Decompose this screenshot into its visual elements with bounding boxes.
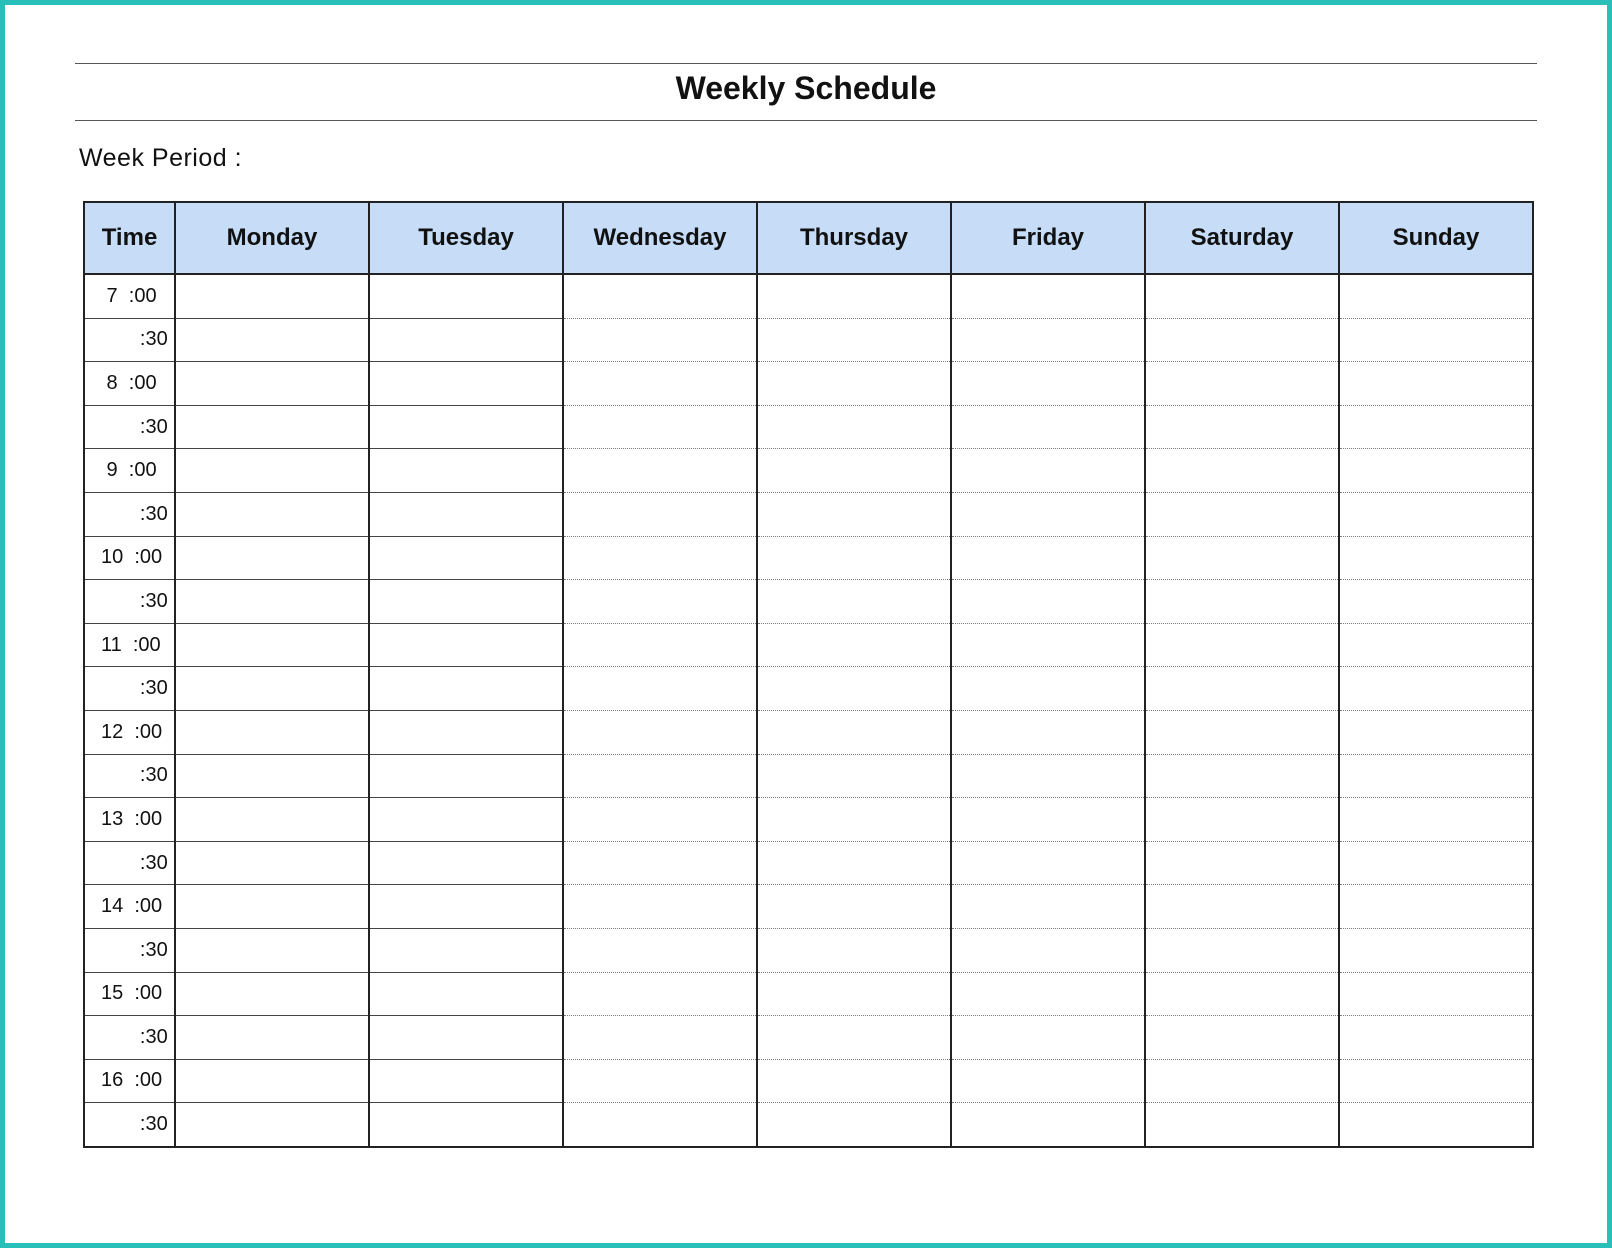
table-row (84, 754, 1533, 798)
schedule-cell-monday[interactable] (175, 1059, 369, 1103)
schedule-cell-saturday[interactable] (1145, 928, 1339, 972)
schedule-cell-friday[interactable] (951, 536, 1145, 580)
header-friday: Friday (951, 202, 1145, 274)
schedule-cell-friday[interactable] (951, 274, 1145, 318)
title-bottom-rule (75, 120, 1537, 121)
schedule-cell-wednesday[interactable] (563, 667, 757, 711)
schedule-cell-tuesday[interactable] (369, 667, 563, 711)
page-title: Weekly Schedule (675, 70, 937, 106)
schedule-cell-wednesday[interactable] (563, 318, 757, 362)
schedule-cell-wednesday[interactable] (563, 1016, 757, 1060)
schedule-cell-tuesday[interactable] (369, 274, 563, 318)
time-slot-label: 13 :00 (84, 798, 175, 842)
schedule-cell-monday[interactable] (175, 318, 369, 362)
schedule-cell-wednesday[interactable] (563, 536, 757, 580)
schedule-cell-monday[interactable] (175, 710, 369, 754)
schedule-cell-saturday[interactable] (1145, 623, 1339, 667)
time-slot-label: :30 (84, 1103, 175, 1147)
schedule-cell-monday[interactable] (175, 580, 369, 624)
schedule-cell-sunday[interactable] (1339, 667, 1533, 711)
schedule-cell-friday[interactable] (951, 1059, 1145, 1103)
schedule-cell-sunday[interactable] (1339, 1103, 1533, 1147)
schedule-cell-thursday[interactable] (757, 492, 951, 536)
time-slot-label: 10 :00 (84, 536, 175, 580)
schedule-cell-sunday[interactable] (1339, 928, 1533, 972)
schedule-cell-monday[interactable] (175, 623, 369, 667)
time-slot-label: 15 :00 (84, 972, 175, 1016)
schedule-cell-tuesday[interactable] (369, 362, 563, 406)
time-slot-label: :30 (84, 667, 175, 711)
schedule-cell-wednesday[interactable] (563, 1059, 757, 1103)
schedule-cell-wednesday[interactable] (563, 928, 757, 972)
schedule-cell-saturday[interactable] (1145, 754, 1339, 798)
table-row (84, 623, 1533, 667)
schedule-cell-thursday[interactable] (757, 710, 951, 754)
schedule-cell-sunday[interactable] (1339, 754, 1533, 798)
schedule-cell-tuesday[interactable] (369, 710, 563, 754)
schedule-cell-tuesday[interactable] (369, 580, 563, 624)
time-slot-label: :30 (84, 318, 175, 362)
schedule-cell-sunday[interactable] (1339, 885, 1533, 929)
schedule-cell-wednesday[interactable] (563, 885, 757, 929)
schedule-cell-friday[interactable] (951, 798, 1145, 842)
schedule-cell-friday[interactable] (951, 362, 1145, 406)
schedule-cell-thursday[interactable] (757, 274, 951, 318)
schedule-cell-thursday[interactable] (757, 405, 951, 449)
schedule-cell-thursday[interactable] (757, 449, 951, 493)
time-slot-label: 9 :00 (84, 449, 175, 493)
schedule-cell-wednesday[interactable] (563, 274, 757, 318)
schedule-cell-sunday[interactable] (1339, 274, 1533, 318)
schedule-cell-sunday[interactable] (1339, 1059, 1533, 1103)
schedule-cell-thursday[interactable] (757, 754, 951, 798)
time-slot-label: 14 :00 (84, 885, 175, 929)
schedule-cell-saturday[interactable] (1145, 1059, 1339, 1103)
time-slot-label: 16 :00 (84, 1059, 175, 1103)
schedule-cell-wednesday[interactable] (563, 754, 757, 798)
schedule-cell-friday[interactable] (951, 405, 1145, 449)
schedule-cell-sunday[interactable] (1339, 710, 1533, 754)
schedule-cell-sunday[interactable] (1339, 492, 1533, 536)
schedule-cell-wednesday[interactable] (563, 362, 757, 406)
schedule-cell-wednesday[interactable] (563, 798, 757, 842)
schedule-cell-tuesday[interactable] (369, 449, 563, 493)
header-monday: Monday (175, 202, 369, 274)
schedule-cell-wednesday[interactable] (563, 449, 757, 493)
schedule-body (84, 274, 1533, 1147)
schedule-cell-friday[interactable] (951, 1103, 1145, 1147)
schedule-cell-monday[interactable] (175, 1016, 369, 1060)
time-slot-label: :30 (84, 754, 175, 798)
schedule-cell-saturday[interactable] (1145, 798, 1339, 842)
schedule-cell-friday[interactable] (951, 492, 1145, 536)
schedule-cell-thursday[interactable] (757, 841, 951, 885)
schedule-cell-wednesday[interactable] (563, 405, 757, 449)
schedule-cell-tuesday[interactable] (369, 405, 563, 449)
schedule-cell-friday[interactable] (951, 449, 1145, 493)
schedule-cell-saturday[interactable] (1145, 1103, 1339, 1147)
schedule-cell-friday[interactable] (951, 623, 1145, 667)
schedule-cell-friday[interactable] (951, 710, 1145, 754)
header-wednesday: Wednesday (563, 202, 757, 274)
schedule-cell-monday[interactable] (175, 972, 369, 1016)
time-slot-label: :30 (84, 492, 175, 536)
schedule-cell-sunday[interactable] (1339, 1016, 1533, 1060)
schedule-cell-tuesday[interactable] (369, 536, 563, 580)
table-row (84, 405, 1533, 449)
schedule-cell-monday[interactable] (175, 667, 369, 711)
schedule-cell-tuesday[interactable] (369, 1103, 563, 1147)
week-period-label: Week Period : (79, 144, 243, 172)
schedule-cell-thursday[interactable] (757, 1016, 951, 1060)
schedule-cell-thursday[interactable] (757, 667, 951, 711)
table-row (84, 536, 1533, 580)
schedule-cell-thursday[interactable] (757, 928, 951, 972)
schedule-cell-saturday[interactable] (1145, 318, 1339, 362)
header-sunday: Sunday (1339, 202, 1533, 274)
schedule-cell-tuesday[interactable] (369, 928, 563, 972)
table-row (84, 362, 1533, 406)
schedule-cell-monday[interactable] (175, 841, 369, 885)
schedule-cell-monday[interactable] (175, 1103, 369, 1147)
schedule-cell-sunday[interactable] (1339, 972, 1533, 1016)
schedule-cell-friday[interactable] (951, 754, 1145, 798)
schedule-cell-monday[interactable] (175, 928, 369, 972)
schedule-cell-monday[interactable] (175, 492, 369, 536)
time-slot-label: 11 :00 (84, 623, 175, 667)
schedule-cell-thursday[interactable] (757, 1103, 951, 1147)
schedule-cell-saturday[interactable] (1145, 667, 1339, 711)
table-row (84, 928, 1533, 972)
schedule-cell-wednesday[interactable] (563, 710, 757, 754)
header-thursday: Thursday (757, 202, 951, 274)
schedule-cell-friday[interactable] (951, 318, 1145, 362)
schedule-cell-wednesday[interactable] (563, 580, 757, 624)
table-row (84, 449, 1533, 493)
schedule-cell-friday[interactable] (951, 667, 1145, 711)
schedule-cell-sunday[interactable] (1339, 841, 1533, 885)
table-row (84, 318, 1533, 362)
schedule-cell-tuesday[interactable] (369, 841, 563, 885)
schedule-cell-wednesday[interactable] (563, 1103, 757, 1147)
schedule-cell-tuesday[interactable] (369, 1059, 563, 1103)
weekly-schedule-table (83, 201, 1534, 1148)
schedule-cell-monday[interactable] (175, 885, 369, 929)
schedule-cell-saturday[interactable] (1145, 580, 1339, 624)
table-row (84, 492, 1533, 536)
table-row (84, 841, 1533, 885)
schedule-cell-friday[interactable] (951, 841, 1145, 885)
table-row (84, 972, 1533, 1016)
table-row (84, 667, 1533, 711)
schedule-cell-thursday[interactable] (757, 972, 951, 1016)
schedule-cell-friday[interactable] (951, 885, 1145, 929)
table-row (84, 1103, 1533, 1147)
schedule-cell-thursday[interactable] (757, 536, 951, 580)
schedule-cell-saturday[interactable] (1145, 710, 1339, 754)
schedule-cell-thursday[interactable] (757, 580, 951, 624)
schedule-cell-monday[interactable] (175, 449, 369, 493)
schedule-cell-saturday[interactable] (1145, 492, 1339, 536)
schedule-cell-wednesday[interactable] (563, 841, 757, 885)
time-slot-label: 7 :00 (84, 274, 175, 318)
time-slot-label: 8 :00 (84, 362, 175, 406)
schedule-cell-saturday[interactable] (1145, 274, 1339, 318)
schedule-cell-sunday[interactable] (1339, 580, 1533, 624)
table-row (84, 274, 1533, 318)
title-top-rule (75, 63, 1537, 64)
schedule-cell-sunday[interactable] (1339, 405, 1533, 449)
time-slot-label: :30 (84, 841, 175, 885)
schedule-cell-thursday[interactable] (757, 318, 951, 362)
schedule-cell-saturday[interactable] (1145, 972, 1339, 1016)
schedule-cell-sunday[interactable] (1339, 536, 1533, 580)
schedule-cell-tuesday[interactable] (369, 972, 563, 1016)
schedule-cell-saturday[interactable] (1145, 885, 1339, 929)
schedule-cell-tuesday[interactable] (369, 885, 563, 929)
schedule-cell-wednesday[interactable] (563, 972, 757, 1016)
schedule-cell-sunday[interactable] (1339, 623, 1533, 667)
time-slot-label: :30 (84, 580, 175, 624)
schedule-cell-sunday[interactable] (1339, 362, 1533, 406)
schedule-cell-wednesday[interactable] (563, 492, 757, 536)
schedule-cell-friday[interactable] (951, 580, 1145, 624)
time-slot-label: 12 :00 (84, 710, 175, 754)
schedule-cell-monday[interactable] (175, 405, 369, 449)
schedule-cell-wednesday[interactable] (563, 623, 757, 667)
schedule-cell-monday[interactable] (175, 798, 369, 842)
schedule-cell-tuesday[interactable] (369, 318, 563, 362)
schedule-cell-tuesday[interactable] (369, 492, 563, 536)
schedule-cell-tuesday[interactable] (369, 623, 563, 667)
schedule-cell-sunday[interactable] (1339, 449, 1533, 493)
table-row (84, 1016, 1533, 1060)
header-time: Time (84, 202, 175, 274)
table-row (84, 580, 1533, 624)
schedule-cell-saturday[interactable] (1145, 449, 1339, 493)
schedule-cell-saturday[interactable] (1145, 405, 1339, 449)
time-slot-label: :30 (84, 405, 175, 449)
schedule-cell-friday[interactable] (951, 928, 1145, 972)
schedule-cell-monday[interactable] (175, 536, 369, 580)
schedule-cell-tuesday[interactable] (369, 798, 563, 842)
schedule-cell-tuesday[interactable] (369, 1016, 563, 1060)
schedule-cell-thursday[interactable] (757, 798, 951, 842)
header-tuesday: Tuesday (369, 202, 563, 274)
schedule-cell-saturday[interactable] (1145, 841, 1339, 885)
schedule-cell-thursday[interactable] (757, 1059, 951, 1103)
table-row (84, 710, 1533, 754)
schedule-cell-sunday[interactable] (1339, 318, 1533, 362)
schedule-cell-thursday[interactable] (757, 362, 951, 406)
schedule-cell-saturday[interactable] (1145, 1016, 1339, 1060)
schedule-cell-monday[interactable] (175, 274, 369, 318)
schedule-cell-thursday[interactable] (757, 885, 951, 929)
header-row (84, 202, 1533, 274)
schedule-cell-sunday[interactable] (1339, 798, 1533, 842)
schedule-cell-thursday[interactable] (757, 623, 951, 667)
schedule-cell-friday[interactable] (951, 1016, 1145, 1060)
time-slot-label: :30 (84, 1016, 175, 1060)
schedule-cell-saturday[interactable] (1145, 536, 1339, 580)
schedule-cell-tuesday[interactable] (369, 754, 563, 798)
schedule-cell-monday[interactable] (175, 754, 369, 798)
time-slot-label: :30 (84, 928, 175, 972)
schedule-cell-friday[interactable] (951, 972, 1145, 1016)
table-row (84, 1059, 1533, 1103)
table-row (84, 798, 1533, 842)
header-saturday: Saturday (1145, 202, 1339, 274)
schedule-cell-monday[interactable] (175, 362, 369, 406)
schedule-cell-saturday[interactable] (1145, 362, 1339, 406)
table-row (84, 885, 1533, 929)
